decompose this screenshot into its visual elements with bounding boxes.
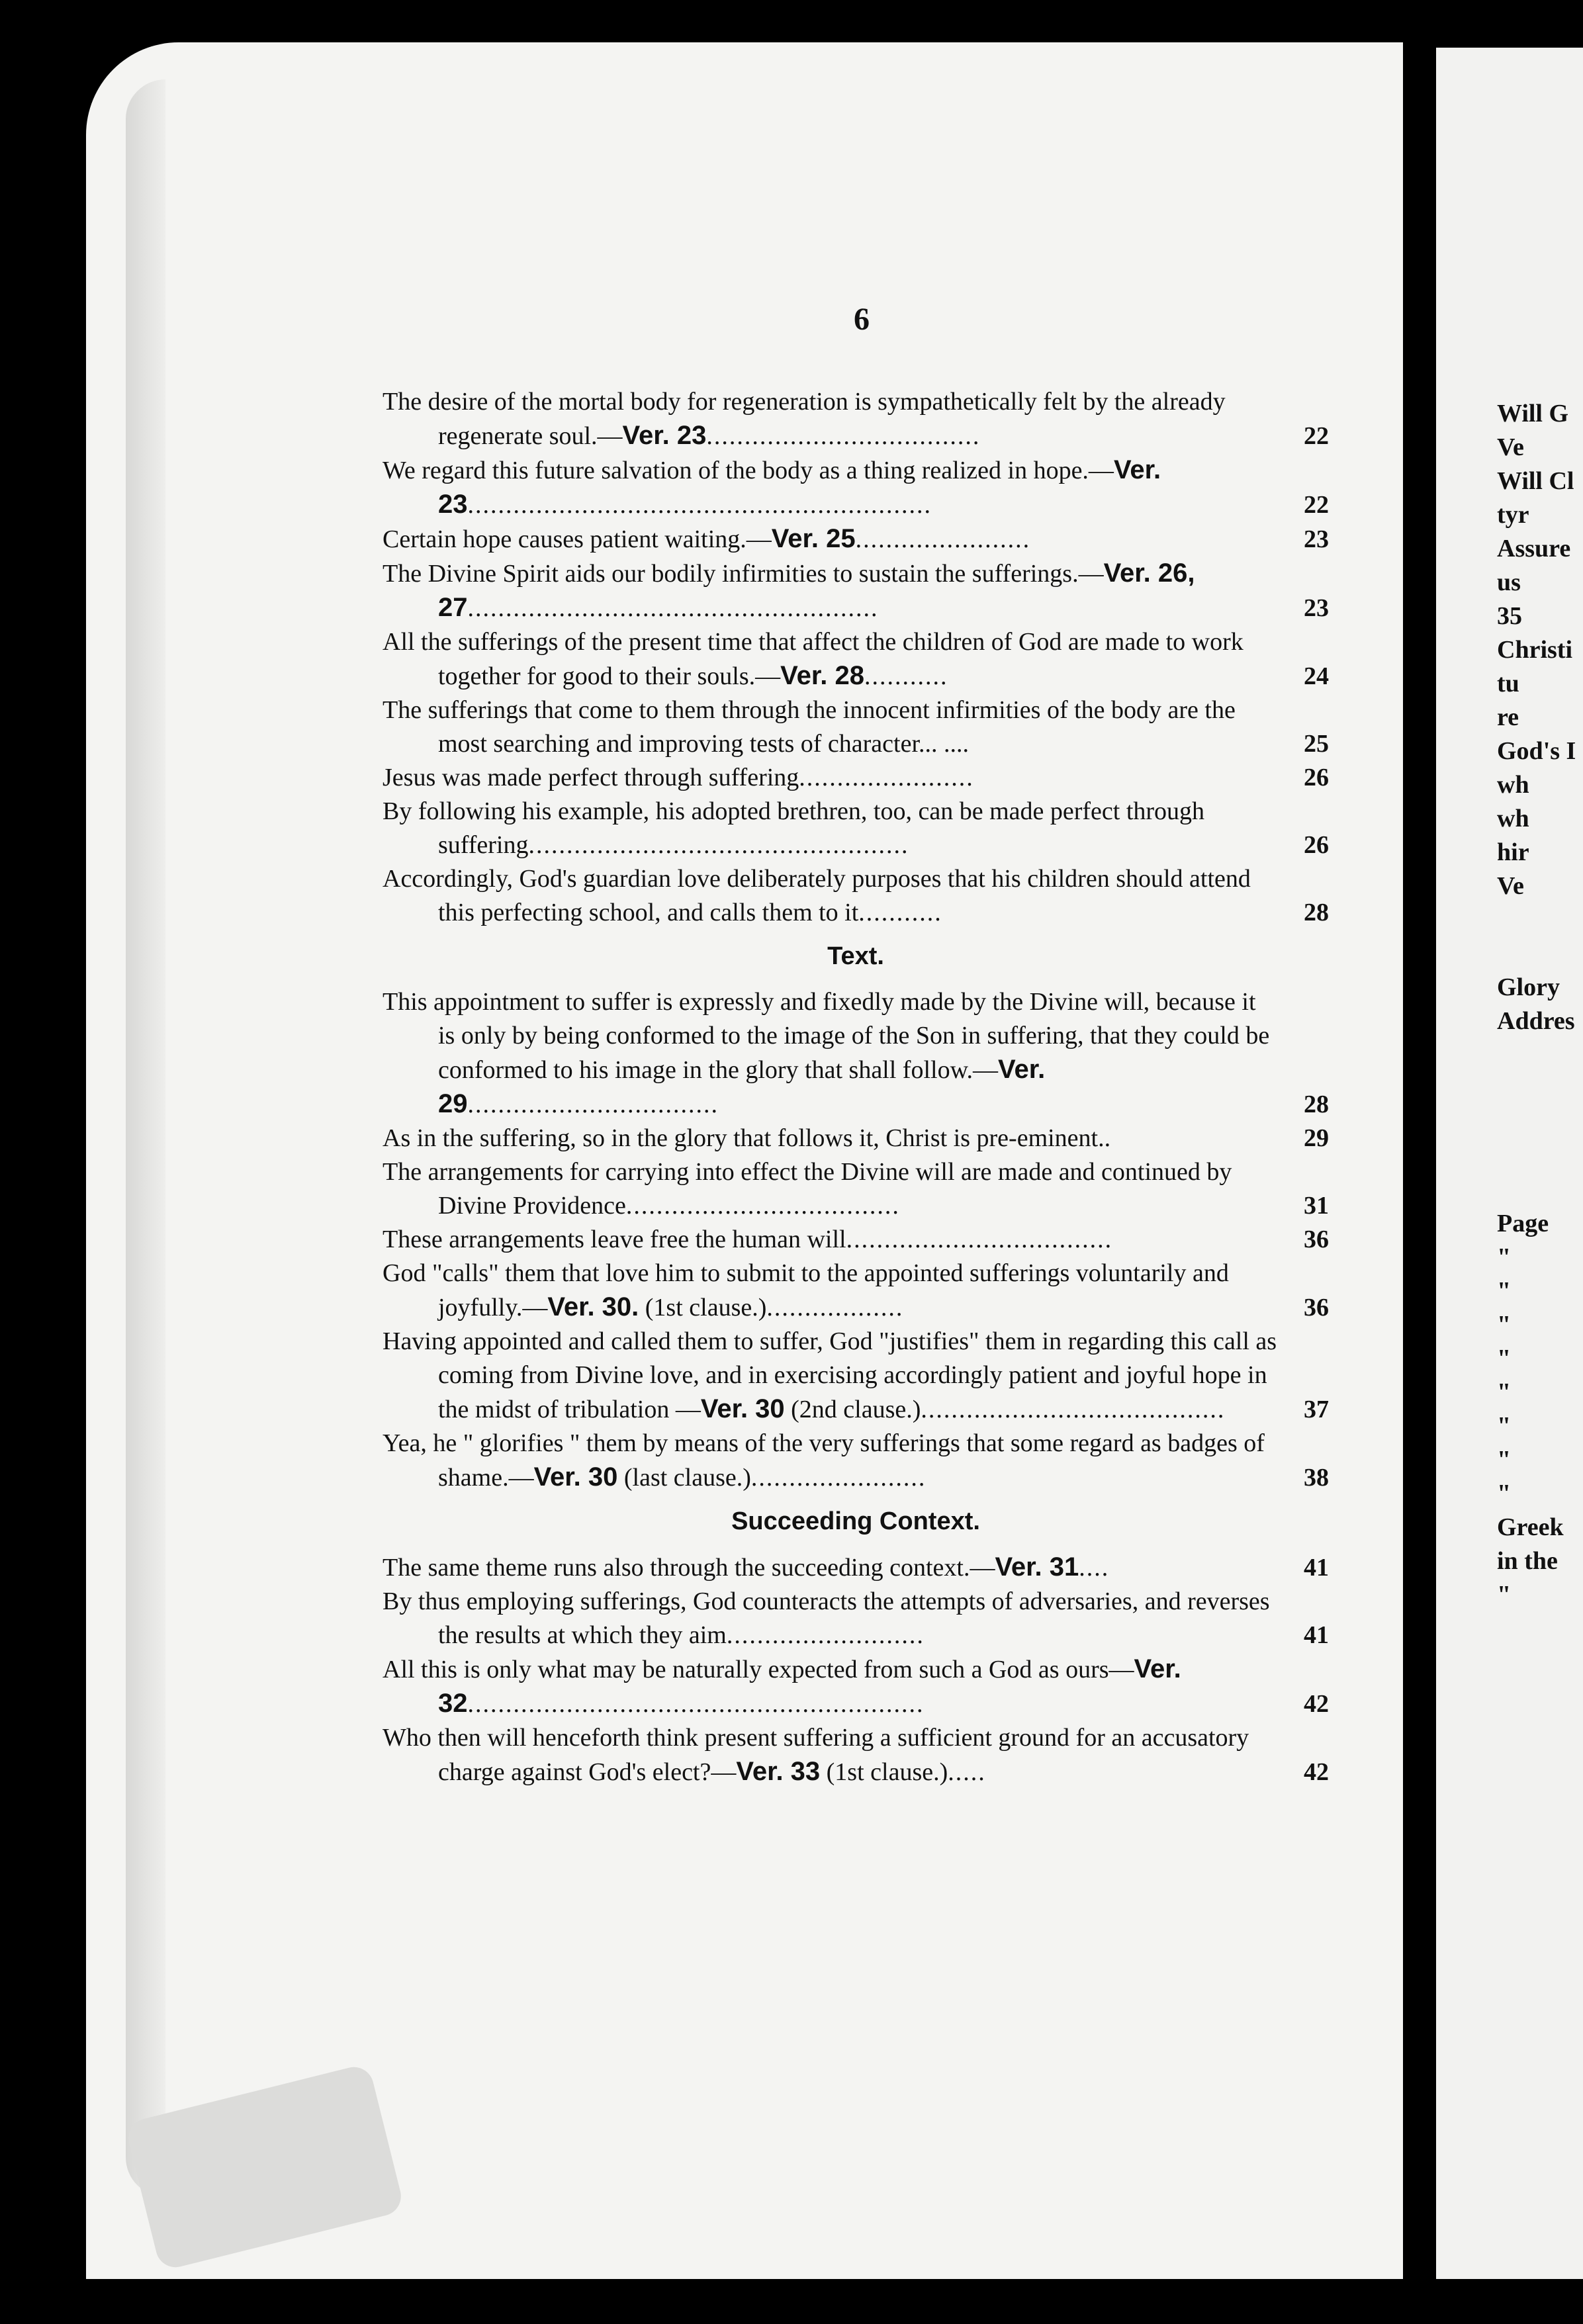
facing-page-fragment: tu bbox=[1497, 670, 1519, 697]
section-heading-succeeding-context: Succeeding Context. bbox=[731, 1507, 980, 1535]
dot-leader: .......................... bbox=[726, 1621, 925, 1649]
verse-reference: Ver. 26, 27 bbox=[438, 559, 1195, 622]
facing-page-fragment: " bbox=[1497, 1581, 1512, 1609]
page-reference: 37 bbox=[1304, 1396, 1329, 1423]
dot-leader: ............................................................. bbox=[467, 491, 932, 519]
facing-page-fragment: " bbox=[1497, 1412, 1512, 1440]
dot-leader: .................. bbox=[766, 1294, 904, 1321]
page-reference: 38 bbox=[1304, 1464, 1329, 1492]
facing-page-fragment: hir bbox=[1497, 838, 1529, 866]
facing-page-fragment: Ve bbox=[1497, 872, 1524, 900]
dot-leader: ..... bbox=[948, 1758, 986, 1786]
dot-leader: ........................................ bbox=[921, 1396, 1226, 1423]
facing-page-fragment: God's I bbox=[1497, 737, 1576, 765]
verse-reference: Ver. 28 bbox=[780, 661, 864, 690]
dot-leader: ............................................................ bbox=[467, 1690, 925, 1718]
verse-reference: Ver. 30. bbox=[547, 1292, 639, 1321]
toc-entry-text: Certain hope causes patient waiting.— bbox=[383, 525, 772, 553]
page-reference: 22 bbox=[1304, 491, 1329, 519]
toc-entry-text: As in the suffering, so in the glory that follows it, Christ is pre-eminent.. bbox=[383, 1124, 1111, 1152]
facing-page-fragment: " bbox=[1497, 1243, 1512, 1271]
toc-entry-text: By thus employing sufferings, God counteracts the attempts of adversaries, and reverses the results at which they aim bbox=[383, 1587, 1270, 1649]
facing-page-fragment: " bbox=[1497, 1277, 1512, 1305]
verse-reference: Ver. 33 bbox=[736, 1757, 821, 1786]
toc-entry bbox=[383, 862, 1329, 930]
page-reference: 42 bbox=[1304, 1690, 1329, 1718]
facing-page-fragment: in the bbox=[1497, 1547, 1558, 1575]
page-number: 6 bbox=[854, 302, 870, 337]
facing-page-text bbox=[1497, 397, 1583, 1612]
toc-entry bbox=[383, 1325, 1329, 1427]
dot-leader: ........... bbox=[858, 899, 942, 926]
verse-reference: Ver. 23 bbox=[622, 421, 707, 450]
toc-entry bbox=[383, 761, 1329, 795]
toc-entry bbox=[383, 1257, 1329, 1325]
toc-entry-text: Having appointed and called them to suffer, God "justifies" them in regarding this call as coming from Divine love, and in exercising accordingly patient and joyful hope in the midst of tribulation — bbox=[383, 1327, 1277, 1423]
table-of-contents bbox=[383, 385, 1329, 1789]
page-reference: 28 bbox=[1304, 899, 1329, 926]
toc-group-preceding bbox=[383, 385, 1329, 930]
toc-entry bbox=[383, 1585, 1329, 1652]
toc-entry bbox=[383, 1122, 1329, 1155]
page-reference: 25 bbox=[1304, 730, 1329, 758]
facing-page-fragment bbox=[1497, 1072, 1583, 1106]
facing-page-fragment bbox=[1497, 1106, 1583, 1140]
facing-page-fragment: " bbox=[1497, 1345, 1512, 1372]
toc-entry-text: This appointment to suffer is expressly and fixedly made by the Divine will, because it is only by being conformed to the image of the Son in suffering, that they could be conformed to his image in the glory that shall follow.— bbox=[383, 988, 1270, 1084]
facing-page-fragment: tyr bbox=[1497, 501, 1529, 529]
page-reference: 24 bbox=[1304, 662, 1329, 690]
toc-entry-text: God "calls" them that love him to submit to the appointed sufferings voluntarily and joyfully.— bbox=[383, 1259, 1229, 1321]
facing-page-fragment bbox=[1497, 903, 1583, 937]
toc-entry bbox=[383, 453, 1329, 522]
page-reference: 41 bbox=[1304, 1621, 1329, 1649]
clause-note: (2nd clause.) bbox=[784, 1396, 921, 1423]
page-reference: 23 bbox=[1304, 594, 1329, 622]
page-reference: 42 bbox=[1304, 1758, 1329, 1786]
verse-reference: Ver. 23 bbox=[438, 455, 1161, 519]
book-spine bbox=[1415, 40, 1435, 2283]
toc-entry-text: Yea, he " glorifies " them by means of the very sufferings that some regard as badges of shame.— bbox=[383, 1429, 1265, 1492]
facing-page-fragment: Glory bbox=[1497, 973, 1560, 1001]
dot-leader: .................................................. bbox=[528, 831, 909, 859]
verse-reference: Ver. 30 bbox=[533, 1462, 618, 1492]
toc-group-succeeding bbox=[383, 1550, 1329, 1789]
facing-page-fragment: Assure bbox=[1497, 535, 1571, 562]
toc-entry-text: Accordingly, God's guardian love deliberately purposes that his children should attend this perfecting school, and calls them to it bbox=[383, 865, 1251, 926]
toc-entry bbox=[383, 385, 1329, 453]
dot-leader: ........... bbox=[864, 662, 948, 690]
facing-page-fragment: Ve bbox=[1497, 433, 1524, 461]
dot-leader: .... bbox=[1079, 1554, 1110, 1582]
toc-entry-text: The desire of the mortal body for regeneration is sympathetically felt by the already regenerate soul.— bbox=[383, 388, 1226, 450]
dot-leader: ...................................................... bbox=[467, 594, 879, 622]
facing-page-fragment bbox=[1497, 1038, 1583, 1072]
page-reference: 23 bbox=[1304, 525, 1329, 553]
facing-page-fragment: wh bbox=[1497, 771, 1529, 799]
dot-leader: ................................... bbox=[846, 1226, 1113, 1253]
toc-entry-text: These arrangements leave free the human will bbox=[383, 1226, 846, 1253]
toc-entry-text: Who then will henceforth think present suffering a sufficient ground for an accusatory charge against God's elect?— bbox=[383, 1724, 1249, 1786]
facing-page-fragment bbox=[1497, 937, 1583, 971]
facing-page-fragment: Greek bbox=[1497, 1513, 1564, 1541]
facing-page-fragment: 35 bbox=[1497, 602, 1522, 630]
facing-page-fragment: Addres bbox=[1497, 1007, 1575, 1035]
toc-entry-text: By following his example, his adopted brethren, too, can be made perfect through suffering bbox=[383, 797, 1205, 859]
toc-entry bbox=[383, 1427, 1329, 1495]
clause-note: (1st clause.) bbox=[820, 1758, 948, 1786]
page-reference: 28 bbox=[1304, 1091, 1329, 1118]
toc-entry bbox=[383, 693, 1329, 761]
facing-page-fragment: " bbox=[1497, 1446, 1512, 1474]
toc-entry-text: The same theme runs also through the succeeding context.— bbox=[383, 1554, 995, 1582]
page-reference: 26 bbox=[1304, 831, 1329, 859]
toc-entry-text: We regard this future salvation of the body as a thing realized in hope.— bbox=[383, 457, 1114, 484]
facing-page-fragment: " bbox=[1497, 1480, 1512, 1507]
page-curl-edge bbox=[126, 79, 165, 2197]
page-reference: 36 bbox=[1304, 1226, 1329, 1253]
toc-entry-text: All the sufferings of the present time that affect the children of God are made to work together for good to their souls.— bbox=[383, 628, 1244, 690]
verse-reference: Ver. 32 bbox=[438, 1654, 1181, 1718]
verse-reference: Ver. 25 bbox=[771, 524, 856, 553]
toc-entry-text: All this is only what may be naturally expected from such a God as ours— bbox=[383, 1656, 1134, 1683]
page-reference: 29 bbox=[1304, 1124, 1329, 1152]
facing-page-fragment bbox=[1497, 1140, 1583, 1173]
facing-page-fragment: us bbox=[1497, 568, 1521, 596]
facing-page-fragment: Page bbox=[1497, 1210, 1549, 1237]
toc-entry bbox=[383, 522, 1329, 557]
facing-page-fragment: Christi bbox=[1497, 636, 1572, 664]
dot-leader: ....................... bbox=[750, 1464, 927, 1492]
dot-leader: .................................... bbox=[625, 1192, 900, 1220]
toc-entry-text: Jesus was made perfect through suffering bbox=[383, 764, 799, 791]
facing-page-fragment: re bbox=[1497, 703, 1519, 731]
toc-entry bbox=[383, 1550, 1329, 1585]
toc-entry bbox=[383, 795, 1329, 862]
toc-entry-text: The Divine Spirit aids our bodily infirmities to sustain the sufferings.— bbox=[383, 560, 1104, 588]
facing-page-fragment bbox=[1497, 1173, 1583, 1207]
toc-entry-text: The sufferings that come to them through the innocent infirmities of the body are the most searching and improving tests of character... .... bbox=[383, 696, 1236, 758]
facing-page-fragment: " bbox=[1497, 1378, 1512, 1406]
toc-entry bbox=[383, 1155, 1329, 1223]
facing-page-fragment: Will G bbox=[1497, 400, 1569, 427]
page-reference: 26 bbox=[1304, 764, 1329, 791]
dot-leader: ................................. bbox=[467, 1091, 719, 1118]
page-reference: 41 bbox=[1304, 1554, 1329, 1582]
clause-note: (last clause.) bbox=[617, 1464, 751, 1492]
toc-entry bbox=[383, 557, 1329, 625]
toc-entry bbox=[383, 985, 1329, 1122]
clause-note: (1st clause.) bbox=[639, 1294, 767, 1321]
page-reference: 36 bbox=[1304, 1294, 1329, 1321]
toc-entry bbox=[383, 625, 1329, 693]
verse-reference: Ver. 30 bbox=[700, 1394, 785, 1423]
toc-group-text bbox=[383, 985, 1329, 1495]
dot-leader: ....................... bbox=[855, 525, 1031, 553]
toc-entry bbox=[383, 1652, 1329, 1721]
toc-entry bbox=[383, 1721, 1329, 1789]
facing-page-fragment: " bbox=[1497, 1311, 1512, 1339]
page-reference: 22 bbox=[1304, 422, 1329, 450]
section-heading-text: Text. bbox=[827, 942, 884, 970]
facing-page-fragment: Will Cl bbox=[1497, 467, 1574, 495]
page-reference: 31 bbox=[1304, 1192, 1329, 1220]
toc-entry-text: The arrangements for carrying into effect the Divine will are made and continued by Divine Providence bbox=[383, 1158, 1232, 1220]
dot-leader: ....................... bbox=[799, 764, 974, 791]
facing-page-fragment: wh bbox=[1497, 805, 1529, 832]
verse-reference: Ver. 31 bbox=[995, 1552, 1079, 1582]
verse-reference: Ver. 29 bbox=[438, 1055, 1046, 1118]
dot-leader: .................................... bbox=[706, 422, 981, 450]
toc-entry bbox=[383, 1223, 1329, 1257]
